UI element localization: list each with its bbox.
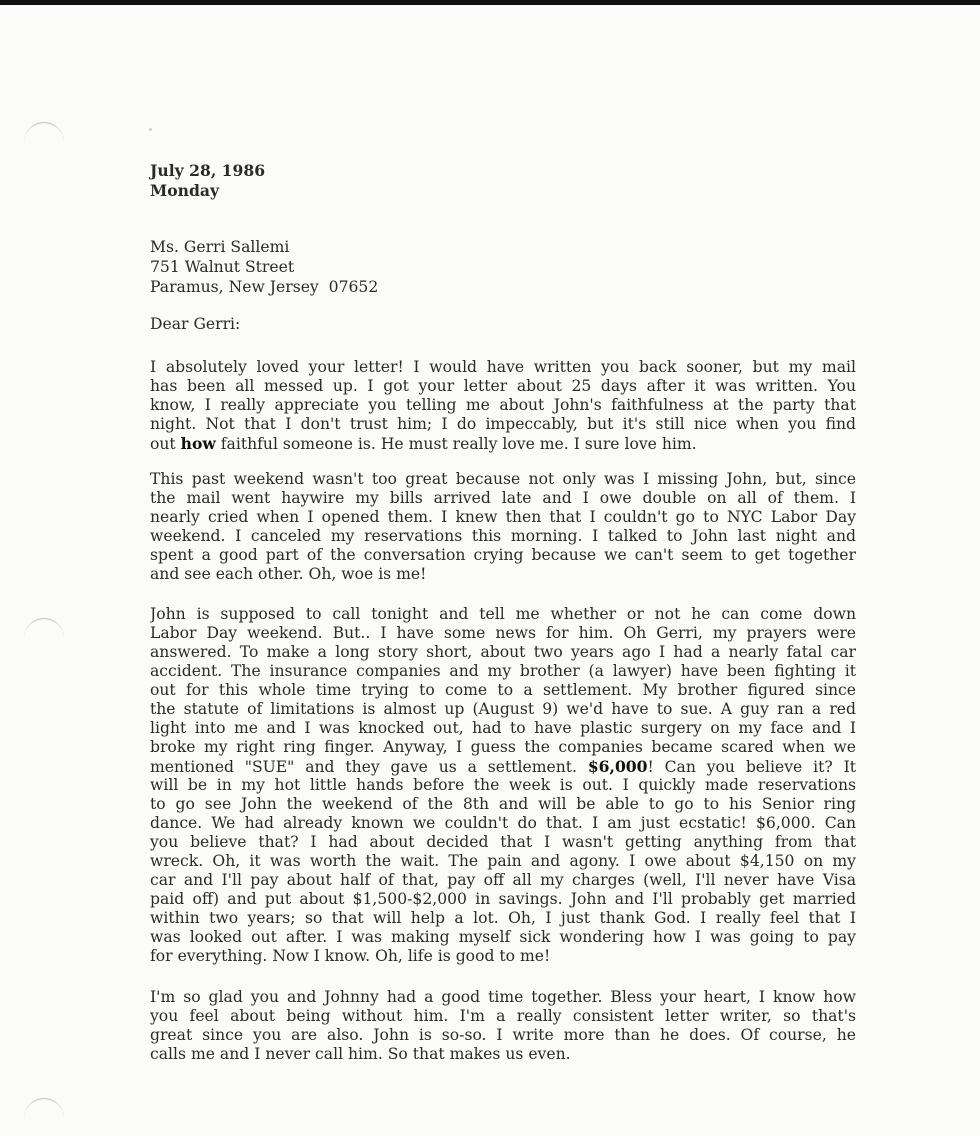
- paragraph-3: [150, 605, 856, 966]
- text-line: wreck. Oh, it was worth the wait. The pain and agony. I owe about $4,150 on my: [150, 852, 856, 870]
- text-line: I absolutely loved your letter! I would have written you back sooner, but my mail: [150, 358, 856, 376]
- text-line: the statute of limitations is almost up (August 9) we'd have to sue. A guy ran a red: [150, 700, 856, 718]
- text-line: the mail went haywire my bills arrived late and I owe double on all of them. I: [150, 489, 856, 507]
- text-line: John is supposed to call tonight and tell me whether or not he can come down: [150, 605, 856, 623]
- text-line: dance. We had already known we couldn't do that. I am just ecstatic! $6,000. Can: [150, 814, 856, 832]
- recipient-address: [150, 237, 378, 297]
- text-line: weekend. I canceled my reservations this morning. I talked to John last night and: [150, 527, 856, 545]
- recipient-city: Paramus, New Jersey 07652: [150, 278, 379, 296]
- text-line: night. Not that I don't trust him; I do impeccably, but it's still nice when you find: [150, 415, 856, 433]
- letter-date: [150, 161, 265, 201]
- text-line: This past weekend wasn't too great because not only was I missing John, but, since: [150, 470, 856, 488]
- text-line: has been all messed up. I got your letter about 25 days after it was written. You: [150, 377, 856, 395]
- text-line: you believe that? I had about decided that I wasn't getting anything from that: [150, 833, 856, 851]
- text-line: out how faithful someone is. He must really love me. I sure love him.: [150, 434, 697, 453]
- text-line: paid off) and put about $1,500-$2,000 in savings. John and I'll probably get married: [150, 890, 856, 908]
- text-line: answered. To make a long story short, about two years ago I had a nearly fatal car: [150, 643, 856, 661]
- text-line: to go see John the weekend of the 8th and will be able to go to his Senior ring: [150, 795, 856, 813]
- text-line: for everything. Now I know. Oh, life is good to me!: [150, 947, 551, 965]
- weekday-line: Monday: [150, 181, 220, 200]
- text-line: within two years; so that will help a lot. Oh, I just thank God. I really feel that I: [150, 909, 856, 927]
- text-line: I'm so glad you and Johnny had a good time together. Bless your heart, I know how: [150, 988, 856, 1006]
- recipient-name: Ms. Gerri Sallemi: [150, 238, 290, 256]
- scan-top-edge: [0, 0, 980, 5]
- paragraph-4: [150, 988, 856, 1064]
- text-line: out for this whole time trying to come to a settlement. My brother figured since: [150, 681, 856, 699]
- text-line: calls me and I never call him. So that makes us even.: [150, 1045, 571, 1063]
- text-line: mentioned "SUE" and they gave us a settlement. $6,000! Can you believe it? It: [150, 757, 856, 776]
- text-line: accident. The insurance companies and my brother (a lawyer) have been fighting it: [150, 662, 856, 680]
- paragraph-2: [150, 470, 856, 584]
- text-line: you feel about being without him. I'm a really consistent letter writer, so that's: [150, 1007, 856, 1025]
- text-line: great since you are also. John is so-so. I write more than he does. Of course, he: [150, 1026, 856, 1044]
- text-line: know, I really appreciate you telling me about John's faithfulness at the party that: [150, 396, 856, 414]
- text-line: Labor Day weekend. But.. I have some news for him. Oh Gerri, my prayers were: [150, 624, 856, 642]
- recipient-street: 751 Walnut Street: [150, 258, 295, 276]
- text-line: spent a good part of the conversation crying because we can't seem to get together: [150, 546, 856, 564]
- text-line: will be in my hot little hands before the week is out. I quickly made reservations: [150, 776, 856, 794]
- text-line: was looked out after. I was making myself sick wondering how I was going to pay: [150, 928, 856, 946]
- text-line: nearly cried when I opened them. I knew then that I couldn't go to NYC Labor Day: [150, 508, 856, 526]
- punch-hole-middle: [24, 618, 64, 639]
- salutation: Dear Gerri:: [150, 315, 241, 333]
- paper-speck: [149, 128, 152, 131]
- punch-hole-top: [24, 122, 64, 143]
- text-line: broke my right ring finger. Anyway, I guess the companies became scared when we: [150, 738, 856, 756]
- paragraph-1: [150, 358, 856, 453]
- text-line: and see each other. Oh, woe is me!: [150, 565, 427, 583]
- punch-hole-bottom: [24, 1098, 64, 1119]
- text-line: car and I'll pay about half of that, pay off all my charges (well, I'll never have Visa: [150, 871, 856, 889]
- text-line: light into me and I was knocked out, had to have plastic surgery on my face and I: [150, 719, 856, 737]
- date-line: July 28, 1986: [150, 161, 266, 180]
